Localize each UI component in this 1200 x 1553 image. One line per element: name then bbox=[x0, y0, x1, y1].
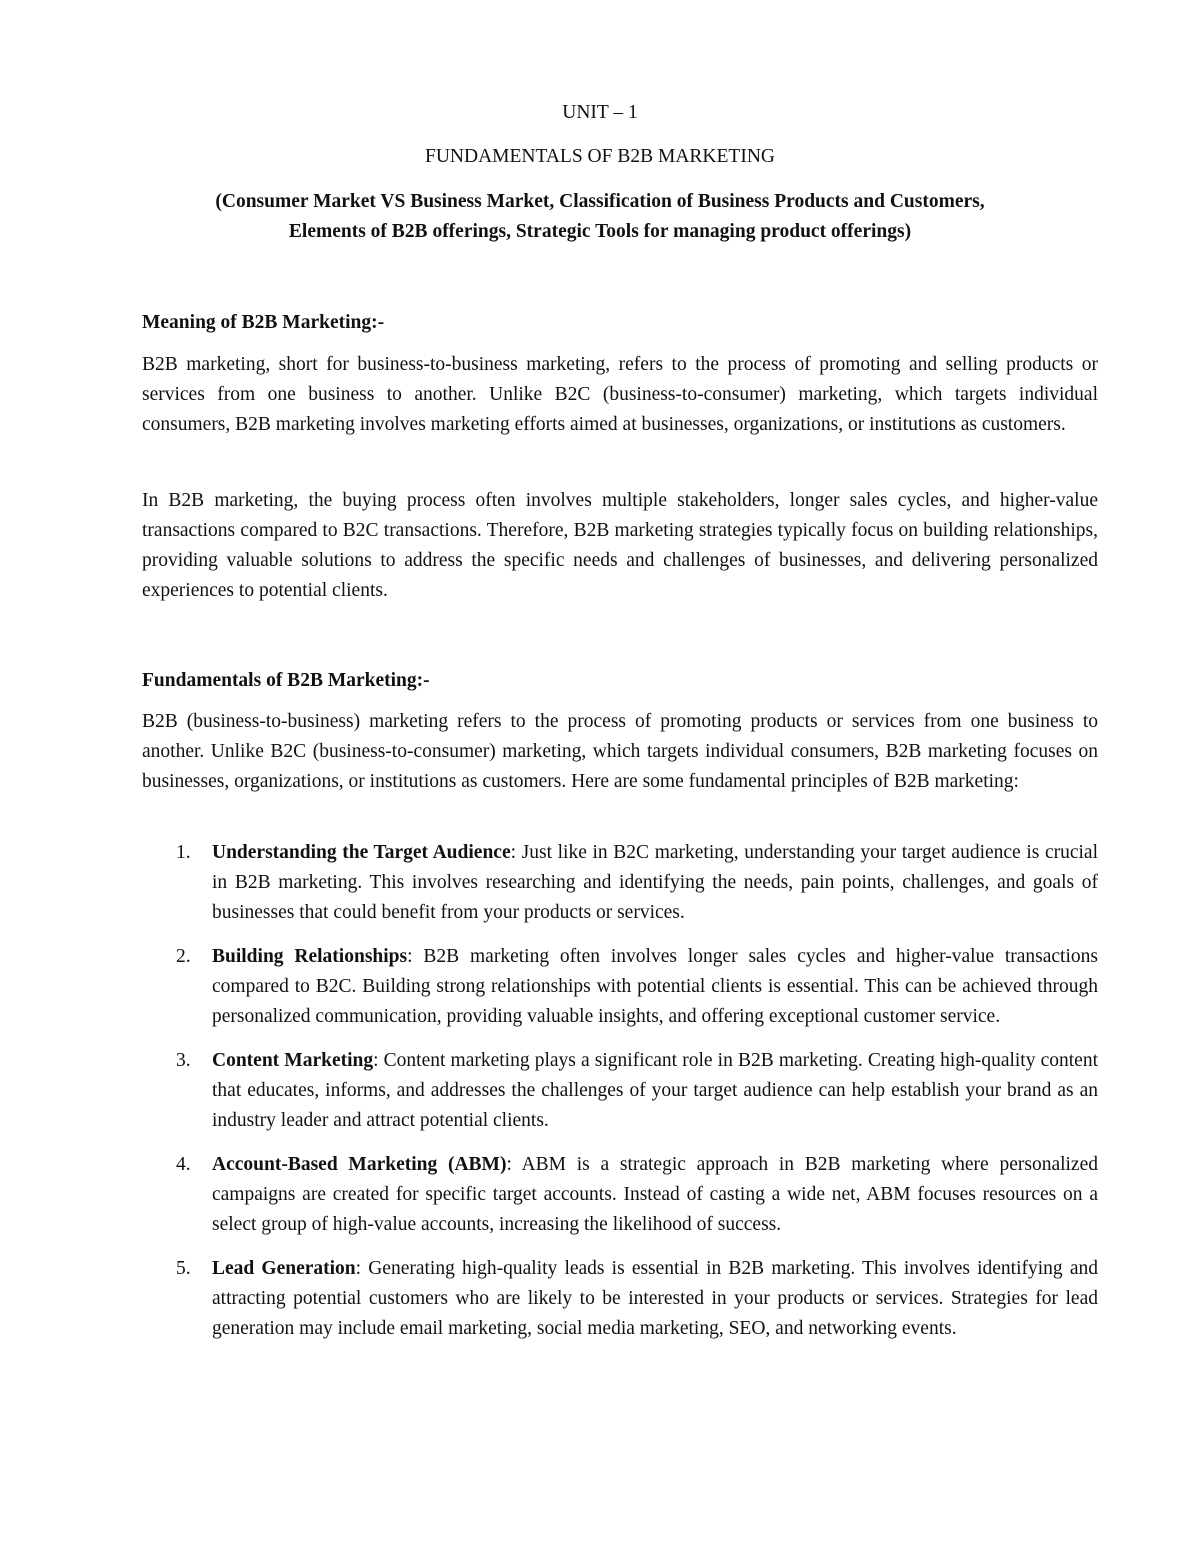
list-item bbox=[142, 1046, 1098, 1136]
list-item bbox=[142, 942, 1098, 1032]
unit-label: UNIT – 1 bbox=[562, 102, 638, 123]
list-item-text: : Generating high-quality leads is essential in B2B marketing. This involves identifying and attracting potential customers who are likely to be interested in your products or services. Strategies for lead generation may include email marketing, social media marketing, SEO, and networking events. bbox=[212, 1258, 1098, 1339]
list-number: 5. bbox=[176, 1258, 191, 1279]
paragraph-fundamentals-intro: B2B (business-to-business) marketing refers to the process of promoting products or services from one business to another. Unlike B2C (business-to-consumer) marketing, which targets individual consumers, B2B marketing focuses on businesses, organizations, or institutions as customers. Here are some fundamental principles of B2B marketing: bbox=[142, 711, 1098, 792]
list-item bbox=[142, 1150, 1098, 1240]
list-item-term: Understanding the Target Audience bbox=[212, 842, 511, 863]
paragraph-meaning-2: In B2B marketing, the buying process often involves multiple stakeholders, longer sales cycles, and higher-value transactions compared to B2C transactions. Therefore, B2B marketing strategies typically focus on building relationships, providing valuable solutions to address the specific needs and challenges of businesses, and delivering personalized experiences to potential clients. bbox=[142, 490, 1098, 601]
list-item bbox=[142, 838, 1098, 928]
list-item-term: Account-Based Marketing (ABM) bbox=[212, 1154, 507, 1175]
paragraph-meaning-1: B2B marketing, short for business-to-business marketing, refers to the process of promoting and selling products or services from one business to another. Unlike B2C (business-to-consumer) marketing, which targets individual consumers, B2B marketing involves marketing efforts aimed at businesses, organizations, or institutions as customers. bbox=[142, 354, 1098, 435]
list-item-text: : Just like in B2C marketing, understanding your target audience is crucial in B2B marketing. This involves researching and identifying the needs, pain points, challenges, and goals of businesses that could benefit from your products or services. bbox=[212, 842, 1099, 923]
principles-list bbox=[142, 838, 1098, 1358]
list-item-text: : ABM is a strategic approach in B2B marketing where personalized campaigns are created for specific target accounts. Instead of casting a wide net, ABM focuses resources on a select group of high-value accounts, increasing the likelihood of success. bbox=[212, 1154, 1098, 1235]
list-item-term: Content Marketing bbox=[212, 1050, 374, 1071]
list-item-term: Lead Generation bbox=[212, 1258, 356, 1279]
list-number: 1. bbox=[176, 842, 191, 863]
list-item bbox=[142, 1254, 1098, 1344]
list-item-term: Building Relationships bbox=[212, 946, 408, 967]
section-heading-fundamentals: Fundamentals of B2B Marketing:- bbox=[142, 670, 430, 691]
list-item-text: : B2B marketing often involves longer sales cycles and higher-value transactions compared to B2C. Building strong relationships with potential clients is essential. This can be achieved through personalized communication, providing valuable insights, and offering exceptional customer service. bbox=[212, 946, 1098, 1027]
list-item-text: : Content marketing plays a significant role in B2B marketing. Creating high-quality content that educates, informs, and addresses the challenges of your target audience can help establish your brand as an industry leader and attract potential clients. bbox=[212, 1050, 1098, 1131]
document-subtitle bbox=[0, 187, 1200, 247]
list-number: 4. bbox=[176, 1154, 191, 1175]
document-title: FUNDAMENTALS OF B2B MARKETING bbox=[424, 146, 775, 167]
list-number: 2. bbox=[176, 946, 191, 967]
section-heading-meaning: Meaning of B2B Marketing:- bbox=[142, 312, 385, 333]
subtitle-line-2: Elements of B2B offerings, Strategic Tools for managing product offerings) bbox=[288, 221, 912, 242]
list-number: 3. bbox=[176, 1050, 191, 1071]
subtitle-line-1: (Consumer Market VS Business Market, Classification of Business Products and Customers, bbox=[215, 191, 985, 212]
